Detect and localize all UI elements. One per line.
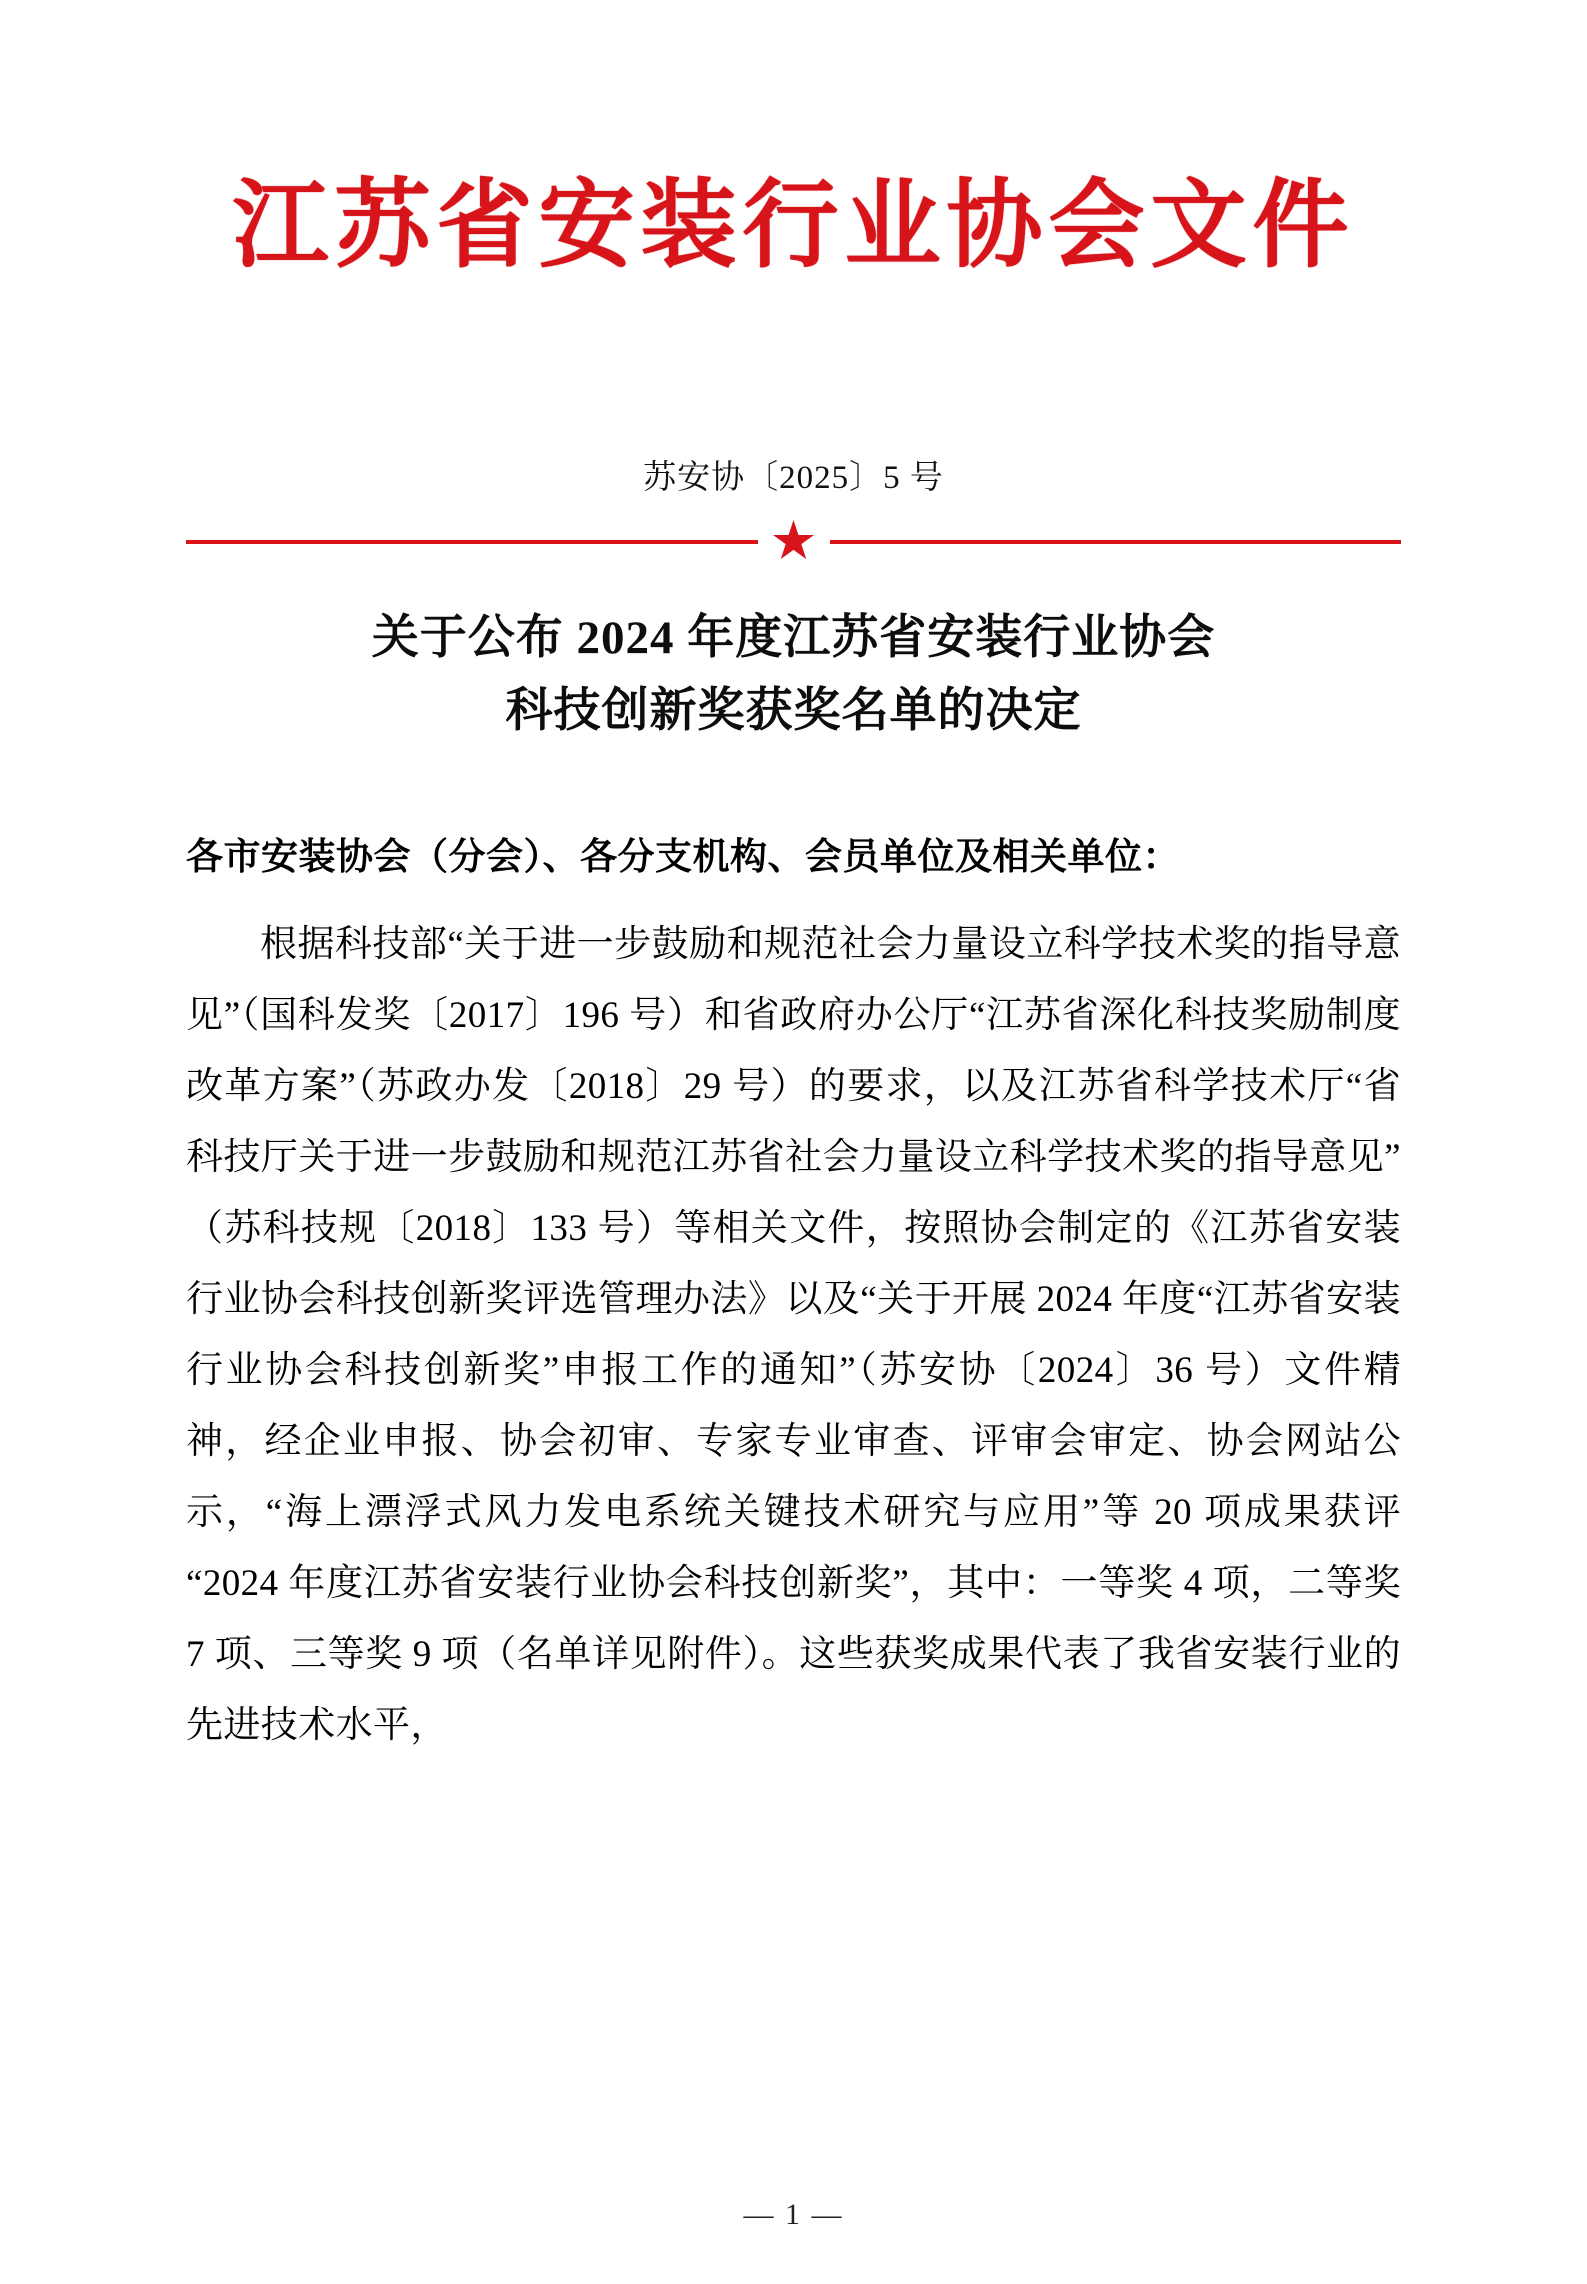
red-divider-rule: [186, 517, 1401, 567]
document-subject: [186, 602, 1401, 748]
document-page: [0, 168, 1587, 2284]
document-number: 苏安协〔2025〕5 号: [643, 460, 944, 497]
star-icon: ★: [758, 520, 830, 564]
salutation: 各市安装协会（分会）、各分支机构、会员单位及相关单位：: [186, 836, 1180, 878]
document-header-title: 江苏省安装行业协会文件: [232, 172, 1355, 279]
body-text: [186, 909, 1401, 1761]
subject-line-1: 关于公布 2024 年度江苏省安装行业协会: [371, 612, 1216, 665]
body-paragraph: 根据科技部“关于进一步鼓励和规范社会力量设立科学技术奖的指导意见”（国科发奖〔2017〕196 号）和省政府办公厅“江苏省深化科技奖励制度改革方案”（苏政办发〔2018〕29 号）的要求，以及江苏省科学技术厅“省科技厅关于进一步鼓励和规范江苏省社会力量设立科学技术奖的指导意见”（苏科技规〔2018〕133 号）等相关文件，按照协会制定的《江苏省安装行业协会科技创新奖评选管理办法》以及“关于开展 2024 年度“江苏省安装行业协会科技创新奖”申报工作的通知”（苏安协〔2024〕36 号）文件精神，经企业申报、协会初审、专家专业审查、评审会审定、协会网站公示，“海上漂浮式风力发电系统关键技术研究与应用”等 20 项成果获评“2024 年度江苏省安装行业协会科技创新奖”，其中：一等奖 4 项，二等奖 7 项、三等奖 9 项（名单详见附件）。这些获奖成果代表了我省安装行业的先进技术水平，: [186, 924, 1401, 1747]
subject-line-2: 科技创新奖获奖名单的决定: [505, 685, 1082, 738]
page-number: — 1 —: [743, 2198, 844, 2231]
